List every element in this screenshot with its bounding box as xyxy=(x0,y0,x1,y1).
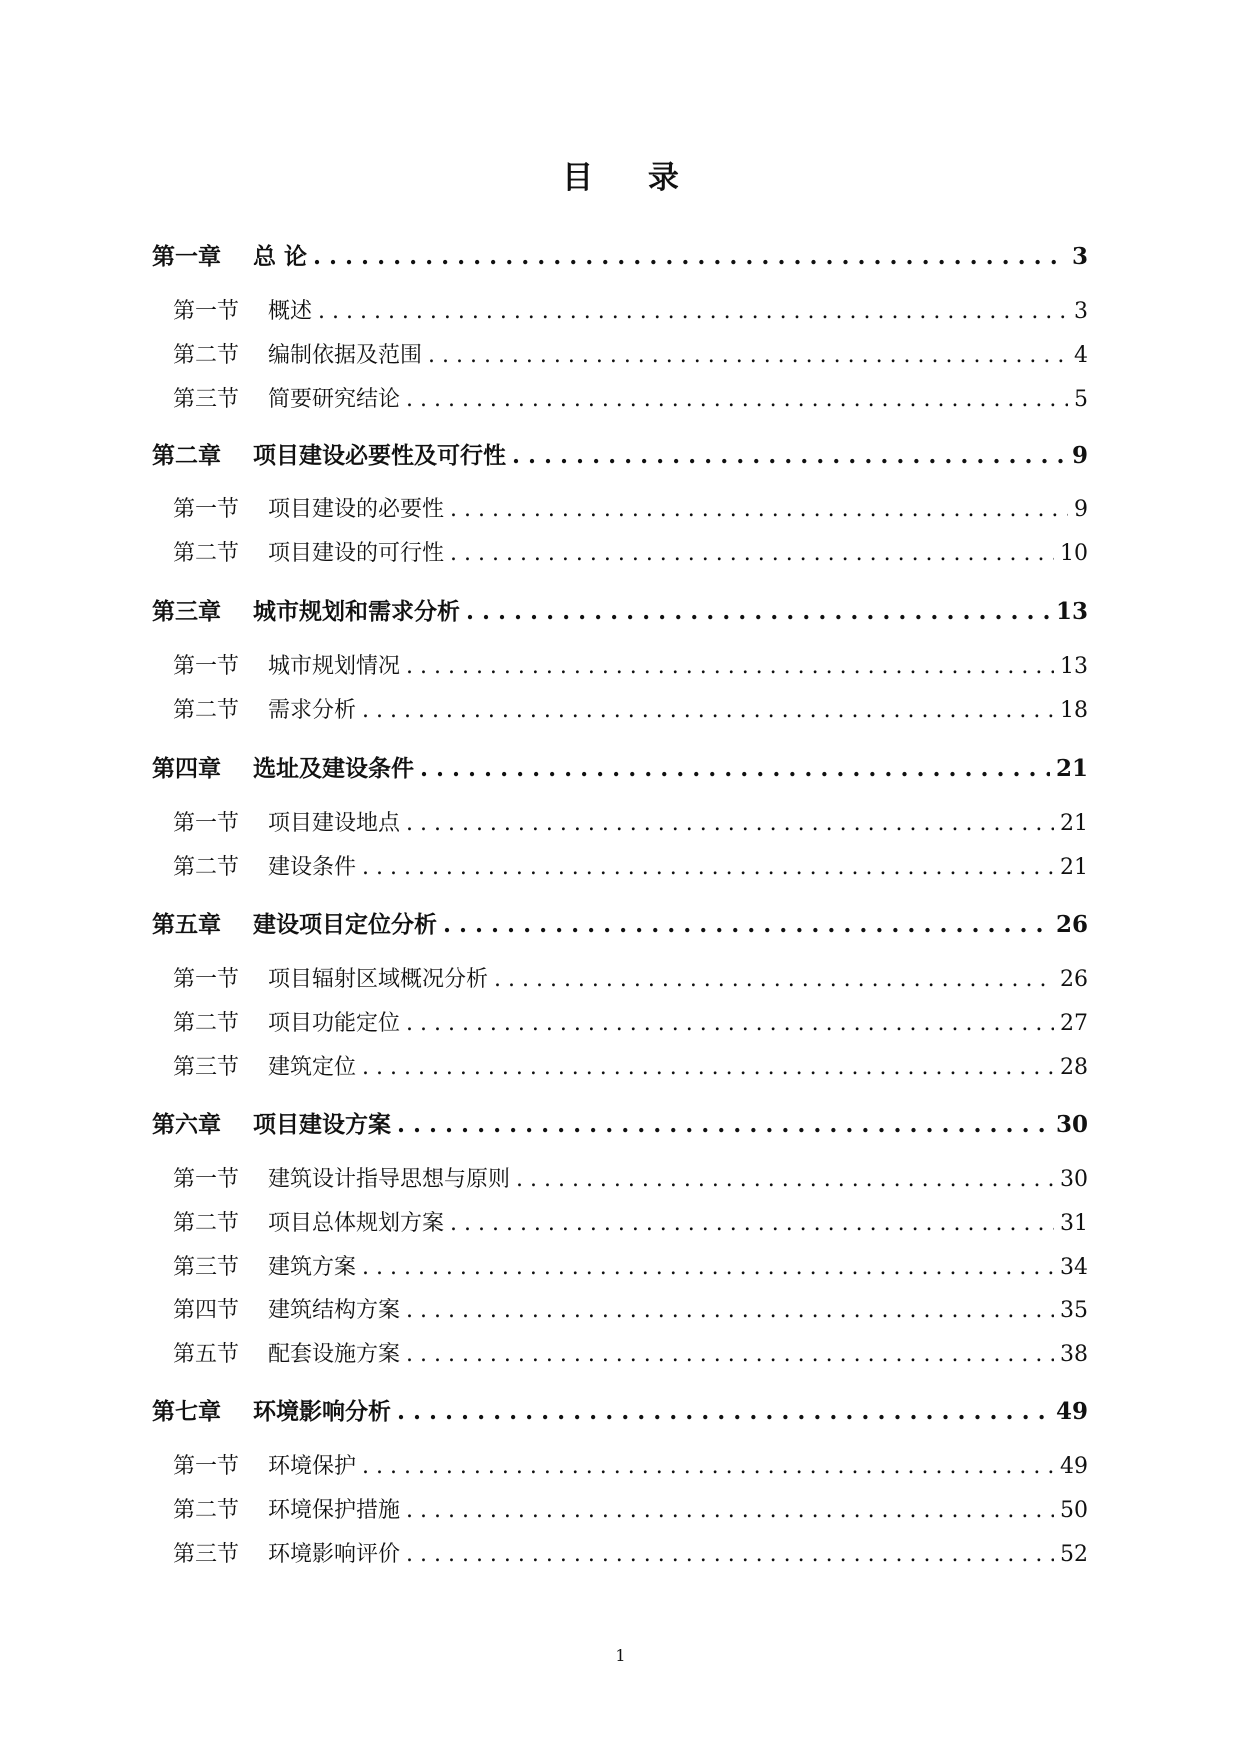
toc-section[interactable] xyxy=(173,338,1088,369)
section-page: 9 xyxy=(1074,497,1088,522)
dot-leader xyxy=(406,1342,1054,1367)
section-name: 项目功能定位 xyxy=(268,1011,401,1036)
section-page: 27 xyxy=(1060,1011,1088,1036)
section-name: 项目建设的必要性 xyxy=(268,497,445,522)
toc-section[interactable] xyxy=(173,1537,1088,1568)
section-name: 建筑方案 xyxy=(268,1255,357,1280)
section-number: 第二节 xyxy=(173,541,240,566)
toc-section[interactable] xyxy=(173,1293,1088,1324)
section-number: 第一节 xyxy=(173,967,240,992)
chapter-number: 第五章 xyxy=(152,911,221,938)
dot-leader xyxy=(313,243,1066,270)
toc-chapter-4[interactable] xyxy=(152,750,1088,783)
section-name: 简要研究结论 xyxy=(268,387,401,412)
section-number: 第三节 xyxy=(173,1055,240,1080)
dot-leader xyxy=(494,967,1054,992)
chapter-page: 9 xyxy=(1071,442,1088,469)
toc-section[interactable] xyxy=(173,1162,1088,1193)
section-number: 第二节 xyxy=(173,1498,240,1523)
section-page: 50 xyxy=(1060,1498,1088,1523)
dot-leader xyxy=(450,541,1054,566)
chapter-page: 13 xyxy=(1055,598,1088,625)
dot-leader xyxy=(406,654,1054,679)
section-page: 21 xyxy=(1060,811,1088,836)
section-name: 环境保护 xyxy=(268,1454,357,1479)
toc-section[interactable] xyxy=(173,294,1088,325)
toc-section[interactable] xyxy=(173,850,1088,881)
section-number: 第一节 xyxy=(173,1167,240,1192)
section-page: 18 xyxy=(1060,698,1088,723)
toc-section[interactable] xyxy=(173,1206,1088,1237)
dot-leader xyxy=(362,1255,1054,1280)
chapter-name: 项目建设必要性及可行性 xyxy=(253,442,506,469)
toc-section[interactable] xyxy=(173,382,1088,413)
chapter-name: 城市规划和需求分析 xyxy=(253,598,460,625)
section-name: 环境保护措施 xyxy=(268,1498,401,1523)
section-number: 第三节 xyxy=(173,1255,240,1280)
section-page: 52 xyxy=(1060,1542,1088,1567)
dot-leader xyxy=(406,811,1054,836)
toc-section[interactable] xyxy=(173,1250,1088,1281)
section-name: 环境影响评价 xyxy=(268,1542,401,1567)
section-page: 4 xyxy=(1074,343,1088,368)
section-page: 13 xyxy=(1060,654,1088,679)
toc-section[interactable] xyxy=(173,806,1088,837)
dot-leader xyxy=(406,1298,1054,1323)
dot-leader xyxy=(397,1398,1050,1425)
dot-leader xyxy=(450,497,1068,522)
dot-leader xyxy=(397,1111,1050,1138)
section-number: 第五节 xyxy=(173,1342,240,1367)
section-number: 第二节 xyxy=(173,343,240,368)
dot-leader xyxy=(318,299,1068,324)
dot-leader xyxy=(406,1498,1054,1523)
chapter-number: 第二章 xyxy=(152,442,221,469)
section-name: 城市规划情况 xyxy=(268,654,401,679)
dot-leader xyxy=(428,343,1068,368)
section-page: 5 xyxy=(1074,387,1088,412)
section-name: 编制依据及范围 xyxy=(268,343,423,368)
chapter-name: 选址及建设条件 xyxy=(253,755,414,782)
toc-chapter-7[interactable] xyxy=(152,1393,1088,1426)
section-number: 第二节 xyxy=(173,855,240,880)
chapter-number: 第七章 xyxy=(152,1398,221,1425)
section-page: 31 xyxy=(1060,1211,1088,1236)
toc-chapter-5[interactable] xyxy=(152,906,1088,939)
dot-leader xyxy=(406,387,1068,412)
chapter-page: 3 xyxy=(1071,243,1088,270)
chapter-number: 第四章 xyxy=(152,755,221,782)
chapter-name: 项目建设方案 xyxy=(253,1111,391,1138)
toc-section[interactable] xyxy=(173,536,1088,567)
section-number: 第四节 xyxy=(173,1298,240,1323)
chapter-name: 总 论 xyxy=(253,243,308,270)
chapter-number: 第三章 xyxy=(152,598,221,625)
toc-chapter-2[interactable] xyxy=(152,437,1088,470)
section-number: 第三节 xyxy=(173,1542,240,1567)
toc-section[interactable] xyxy=(173,492,1088,523)
section-page: 49 xyxy=(1060,1454,1088,1479)
section-page: 10 xyxy=(1060,541,1088,566)
chapter-page: 49 xyxy=(1055,1398,1088,1425)
toc-section[interactable] xyxy=(173,649,1088,680)
dot-leader xyxy=(516,1167,1054,1192)
chapter-name: 环境影响分析 xyxy=(253,1398,391,1425)
toc-section[interactable] xyxy=(173,1006,1088,1037)
dot-leader xyxy=(420,755,1050,782)
section-number: 第一节 xyxy=(173,1454,240,1479)
section-page: 38 xyxy=(1060,1342,1088,1367)
section-number: 第一节 xyxy=(173,654,240,679)
toc-chapter-3[interactable] xyxy=(152,593,1088,626)
dot-leader xyxy=(466,598,1050,625)
section-number: 第二节 xyxy=(173,1011,240,1036)
chapter-page: 30 xyxy=(1055,1111,1088,1138)
chapter-number: 第一章 xyxy=(152,243,221,270)
section-number: 第一节 xyxy=(173,811,240,836)
section-name: 项目总体规划方案 xyxy=(268,1211,445,1236)
section-number: 第一节 xyxy=(173,299,240,324)
section-name: 建筑设计指导思想与原则 xyxy=(268,1167,511,1192)
toc-chapter-1[interactable] xyxy=(152,238,1088,271)
section-name: 建筑定位 xyxy=(268,1055,357,1080)
toc-section[interactable] xyxy=(173,962,1088,993)
section-name: 概述 xyxy=(268,299,313,324)
toc-section[interactable] xyxy=(173,1337,1088,1368)
dot-leader xyxy=(443,911,1050,938)
chapter-page: 21 xyxy=(1055,755,1088,782)
dot-leader xyxy=(362,1055,1054,1080)
section-name: 建设条件 xyxy=(268,855,357,880)
toc-section[interactable] xyxy=(173,1050,1088,1081)
section-page: 21 xyxy=(1060,855,1088,880)
section-name: 项目建设的可行性 xyxy=(268,541,445,566)
section-name: 建筑结构方案 xyxy=(268,1298,401,1323)
section-name: 配套设施方案 xyxy=(268,1342,401,1367)
dot-leader xyxy=(406,1542,1054,1567)
toc-section[interactable] xyxy=(173,1449,1088,1480)
section-page: 35 xyxy=(1060,1298,1088,1323)
section-page: 34 xyxy=(1060,1255,1088,1280)
chapter-number: 第六章 xyxy=(152,1111,221,1138)
section-page: 28 xyxy=(1060,1055,1088,1080)
dot-leader xyxy=(362,1454,1054,1479)
section-number: 第二节 xyxy=(173,1211,240,1236)
section-name: 项目辐射区域概况分析 xyxy=(268,967,489,992)
section-page: 26 xyxy=(1060,967,1088,992)
toc-section[interactable] xyxy=(173,1493,1088,1524)
toc-title: 目 录 xyxy=(562,160,701,196)
dot-leader xyxy=(450,1211,1054,1236)
toc-chapter-6[interactable] xyxy=(152,1106,1088,1139)
toc-section[interactable] xyxy=(173,693,1088,724)
dot-leader xyxy=(512,442,1066,469)
chapter-name: 建设项目定位分析 xyxy=(253,911,437,938)
section-page: 30 xyxy=(1060,1167,1088,1192)
dot-leader xyxy=(406,1011,1054,1036)
chapter-page: 26 xyxy=(1055,911,1088,938)
dot-leader xyxy=(362,698,1054,723)
section-name: 项目建设地点 xyxy=(268,811,401,836)
section-page: 3 xyxy=(1074,299,1088,324)
section-number: 第二节 xyxy=(173,698,240,723)
section-name: 需求分析 xyxy=(268,698,357,723)
section-number: 第三节 xyxy=(173,387,240,412)
dot-leader xyxy=(362,855,1054,880)
page-number: 1 xyxy=(615,1646,626,1665)
section-number: 第一节 xyxy=(173,497,240,522)
